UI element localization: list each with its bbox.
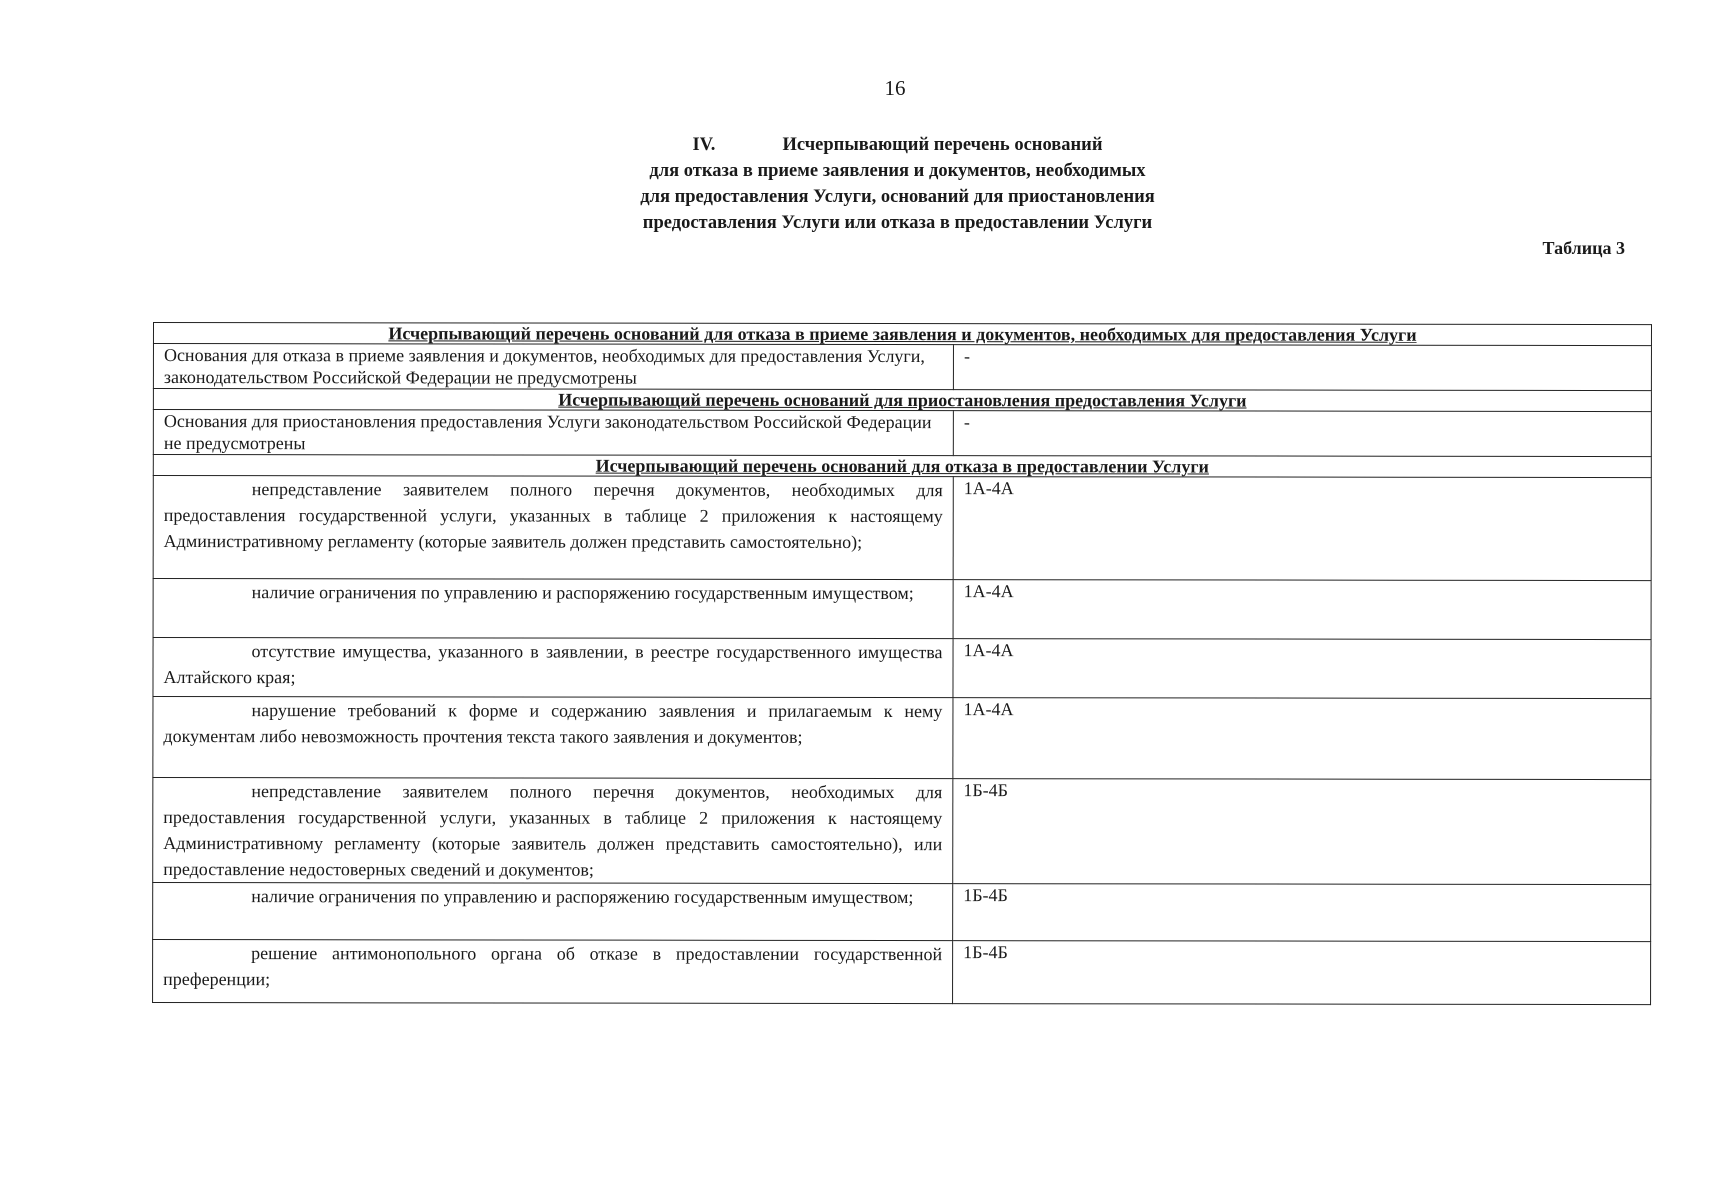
section-heading	[0, 132, 1709, 236]
heading-line-4: предоставления Услуги или отказа в предоставлении Услуги	[642, 213, 1153, 233]
section-header-row	[153, 455, 1651, 478]
reason-code: 1Б-4Б	[953, 779, 1651, 885]
section-1-title: Исчерпывающий перечень оснований для отказа в приеме заявления и документов, необходимых для предоставления Услуги	[153, 323, 1651, 346]
reason-text-content: наличие ограничения по управлению и распоряжению государственным имуществом;	[251, 886, 914, 908]
section-header-row	[153, 389, 1651, 412]
section-1-value: -	[953, 345, 1651, 391]
reason-code: 1А-4А	[953, 580, 1651, 640]
heading-line-2: для отказа в приеме заявления и документов, необходимых	[649, 161, 1146, 181]
grounds-table	[152, 322, 1652, 1005]
table-row	[153, 344, 1651, 391]
table-row	[153, 697, 1651, 780]
table-row	[153, 940, 1651, 1005]
reason-code: 1А-4А	[953, 698, 1651, 780]
reason-text-content: нарушение требований к форме и содержанию заявления и прилагаемым к нему документам либо невозможность прочтения текста такого заявления и документов;	[163, 700, 943, 747]
section-1-text: Основания для отказа в приеме заявления и документов, необходимых для предоставления Услуги, законодательством Российской Федерации не предусмотрены	[153, 344, 953, 390]
section-2-title: Исчерпывающий перечень оснований для приостановления предоставления Услуги	[153, 389, 1651, 412]
section-2-text: Основания для приостановления предоставления Услуги законодательством Российской Федерации не предусмотрены	[153, 410, 953, 456]
table-row	[153, 410, 1651, 457]
table-row	[153, 579, 1651, 640]
reason-text	[153, 940, 953, 1004]
reason-text	[153, 579, 953, 639]
table-row	[153, 883, 1651, 942]
reason-code: 1А-4А	[953, 639, 1651, 699]
table-row	[153, 638, 1651, 699]
reason-text	[153, 778, 953, 884]
page-number: 16	[884, 76, 906, 100]
section-3-title: Исчерпывающий перечень оснований для отказа в предоставлении Услуги	[153, 455, 1651, 478]
heading-line-3: для предоставления Услуги, оснований для приостановления	[640, 187, 1155, 207]
table-label: Таблица 3	[1542, 238, 1625, 258]
reason-text	[153, 476, 953, 580]
heading-roman-numeral: IV.	[692, 135, 716, 155]
reason-text-content: решение антимонопольного органа об отказе в предоставлении государственной преференции;	[163, 943, 943, 990]
section-header-row	[153, 323, 1651, 346]
heading-line-1	[0, 132, 1709, 158]
reason-text	[153, 638, 953, 698]
reason-text-content: непредставление заявителем полного перечня документов, необходимых для предоставления государственной услуги, указанных в таблице 2 приложения к настоящему Административному регламенту (которые заявитель должен представить самостоятельно), или предоставление недостоверных сведений и документов;	[163, 781, 943, 880]
heading-line-1-text: Исчерпывающий перечень оснований	[782, 135, 1103, 155]
reason-code: 1Б-4Б	[953, 884, 1651, 942]
reason-text	[153, 697, 953, 779]
table-row	[153, 476, 1651, 581]
reason-text-content: непредставление заявителем полного перечня документов, необходимых для предоставления государственной услуги, указанных в таблице 2 приложения к настоящему Административному регламенту (которые заявитель должен представить самостоятельно);	[163, 479, 943, 552]
section-2-value: -	[953, 411, 1651, 457]
reason-text-content: отсутствие имущества, указанного в заявлении, в реестре государственного имущества Алтайского края;	[163, 641, 943, 688]
table-row	[153, 778, 1651, 885]
reason-code: 1А-4А	[953, 477, 1651, 581]
reason-code: 1Б-4Б	[953, 941, 1651, 1005]
reason-text-content: наличие ограничения по управлению и распоряжению государственным имуществом;	[251, 582, 914, 604]
reason-text	[153, 883, 953, 941]
